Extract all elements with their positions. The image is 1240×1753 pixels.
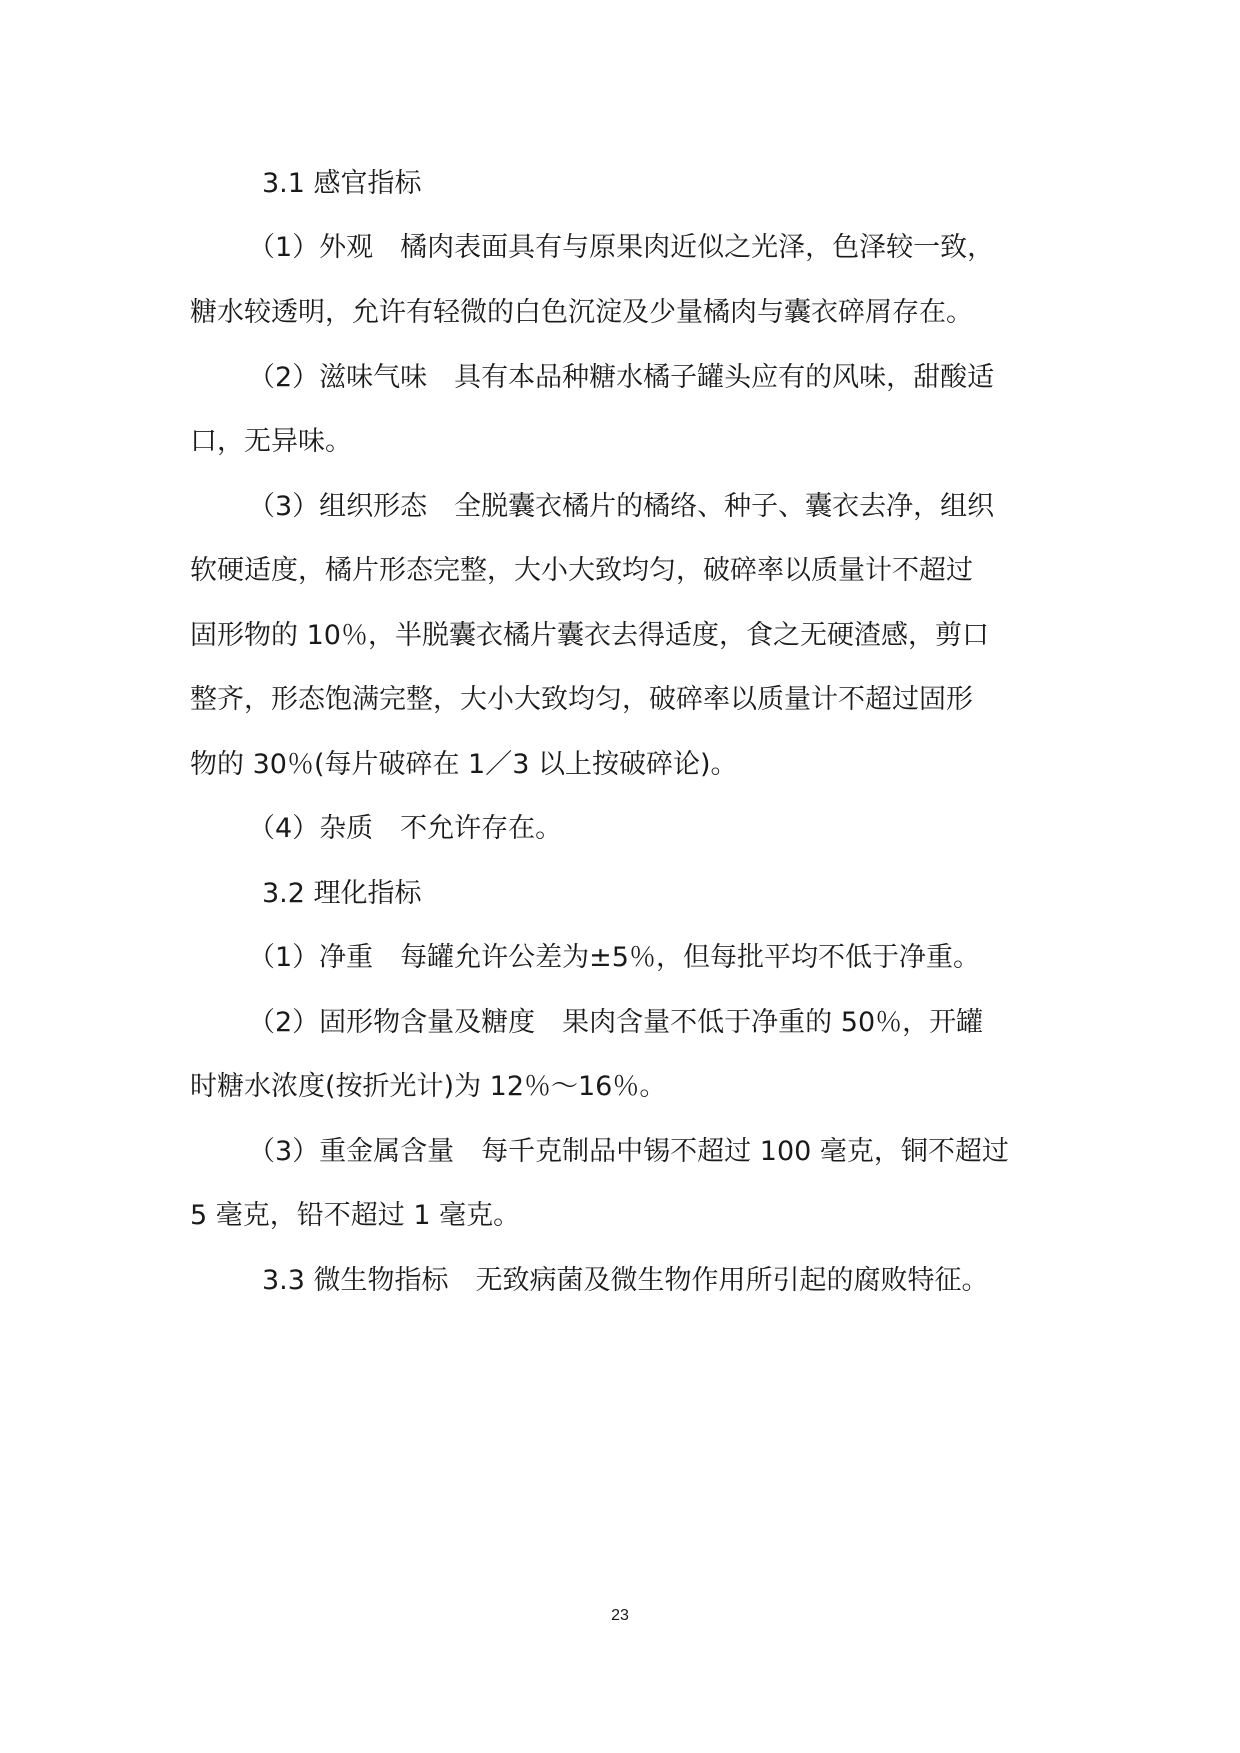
paragraph-line: 口，无异味。 (190, 426, 352, 457)
paragraph-line: （2）滋味气味 具有本品种糖水橘子罐头应有的风味，甜酸适 (248, 362, 995, 393)
page-number: 23 (611, 1607, 629, 1624)
heading-3-3: 3.3 微生物指标 无致病菌及微生物作用所引起的腐败特征。 (262, 1265, 989, 1296)
paragraph-line: 糖水较透明，允许有轻微的白色沉淀及少量橘肉与囊衣碎屑存在。 (190, 297, 973, 328)
paragraph-line: 时糖水浓度(按折光计)为 12％～16％。 (190, 1071, 667, 1102)
paragraph-line: 整齐，形态饱满完整，大小大致均匀，破碎率以质量计不超过固形 (190, 684, 973, 715)
paragraph-line: （3）重金属含量 每千克制品中锡不超过 100 毫克，铜不超过 (248, 1136, 1009, 1167)
paragraph-line: （4）杂质 不允许存在。 (248, 813, 563, 844)
heading-3-2: 3.2 理化指标 (262, 878, 422, 909)
paragraph-line: （2）固形物含量及糖度 果肉含量不低于净重的 50％，开罐 (248, 1007, 984, 1038)
paragraph-line: 固形物的 10％，半脱囊衣橘片囊衣去得适度，食之无硬渣感，剪口 (190, 620, 989, 651)
paragraph-line: （1）外观 橘肉表面具有与原果肉近似之光泽，色泽较一致， (248, 232, 995, 263)
paragraph-line: 软硬适度，橘片形态完整，大小大致均匀，破碎率以质量计不超过 (190, 555, 973, 586)
paragraph-line: （3）组织形态 全脱囊衣橘片的橘络、种子、囊衣去净，组织 (248, 491, 995, 522)
paragraph-line: 5 毫克，铅不超过 1 毫克。 (190, 1200, 521, 1231)
paragraph-line: （1）净重 每罐允许公差为±5％，但每批平均不低于净重。 (248, 942, 980, 973)
heading-3-1: 3.1 感官指标 (262, 168, 422, 199)
paragraph-line: 物的 30％(每片破碎在 1／3 以上按破碎论)。 (190, 749, 738, 780)
